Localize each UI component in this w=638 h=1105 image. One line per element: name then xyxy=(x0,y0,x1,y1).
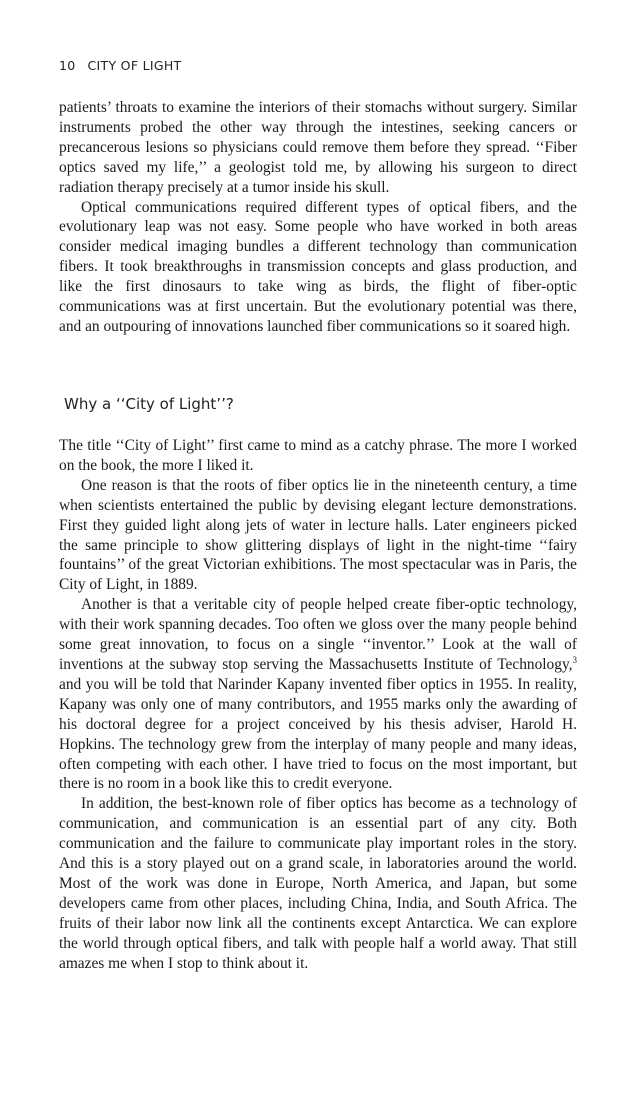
paragraph-text: and you will be told that Narinder Kapany invented fiber optics in 1955. In reality, Kapany was only one of many contributors, and 1955 marks only the awarding of his doctoral degree for a project conceived by his thesis adviser, Harold H. Hopkins. The technology grew from the interplay of many people and many ideas, often competing with each other. I have tried to focus on the most important, but there is no room in a book like this to credit everyone. xyxy=(59,675,577,793)
paragraph: One reason is that the roots of fiber optics lie in the nineteenth century, a time when scientists entertained the public by devising elegant lecture demonstrations. First they guided light along jets of water in lecture halls. Later engineers picked the same principle to show glittering displays of light in the night-time ‘‘fairy fountains’’ of the great Victorian exhibitions. The most spectacular was in Paris, the City of Light, in 1889. xyxy=(59,476,577,594)
body-text-top xyxy=(59,98,577,337)
book-page xyxy=(59,0,577,1105)
page-number: 10 xyxy=(59,58,76,73)
body-text-section xyxy=(59,436,577,973)
paragraph xyxy=(59,595,577,794)
paragraph: In addition, the best-known role of fiber optics has become as a technology of communication, and communication is an essential part of any city. Both communication and the failure to communicate play important roles in the story. And this is a story played out on a grand scale, in laboratories around the world. Most of the work was done in Europe, North America, and Japan, but some developers came from other places, including China, India, and South Africa. The fruits of their labor now link all the continents except Antarctica. We can explore the world through optical fibers, and talk with people half a world away. That still amazes me when I stop to think about it. xyxy=(59,795,577,972)
running-head xyxy=(59,58,181,73)
section-heading: Why a ‘‘City of Light’’? xyxy=(64,395,234,413)
footnote-marker[interactable]: 3 xyxy=(572,654,577,665)
paragraph-text: Another is that a veritable city of people helped create fiber-optic technology, with their work spanning decades. Too often we gloss over the many people behind some great innovation, to focus on a single ‘‘inventor.’’ Look at the wall of inventions at the subway stop serving the Massachusetts Institute of Technology, xyxy=(59,596,577,673)
paragraph: The title ‘‘City of Light’’ first came to mind as a catchy phrase. The more I worked on the book, the more I liked it. xyxy=(59,437,577,474)
paragraph: patients’ throats to examine the interiors of their stomachs without surgery. Similar instruments probed the other way through the intestines, seeking cancers or precancerous lesions so physicians could remove them before they spread. ‘‘Fiber optics saved my life,’’ a geologist told me, by allowing his surgeon to direct radiation therapy precisely at a tumor inside his skull. xyxy=(59,99,577,196)
paragraph: Optical communications required different types of optical fibers, and the evolutionary leap was not easy. Some people who have worked in both areas consider medical imaging bundles a different technology than communication fibers. It took breakthroughs in transmission concepts and glass production, and like the first dinosaurs to take wing as birds, the flight of fiber-optic communications was at first uncertain. But the evolutionary potential was there, and an outpouring of innovations launched fiber communications so it soared high. xyxy=(59,198,577,335)
running-title: CITY OF LIGHT xyxy=(87,58,182,73)
